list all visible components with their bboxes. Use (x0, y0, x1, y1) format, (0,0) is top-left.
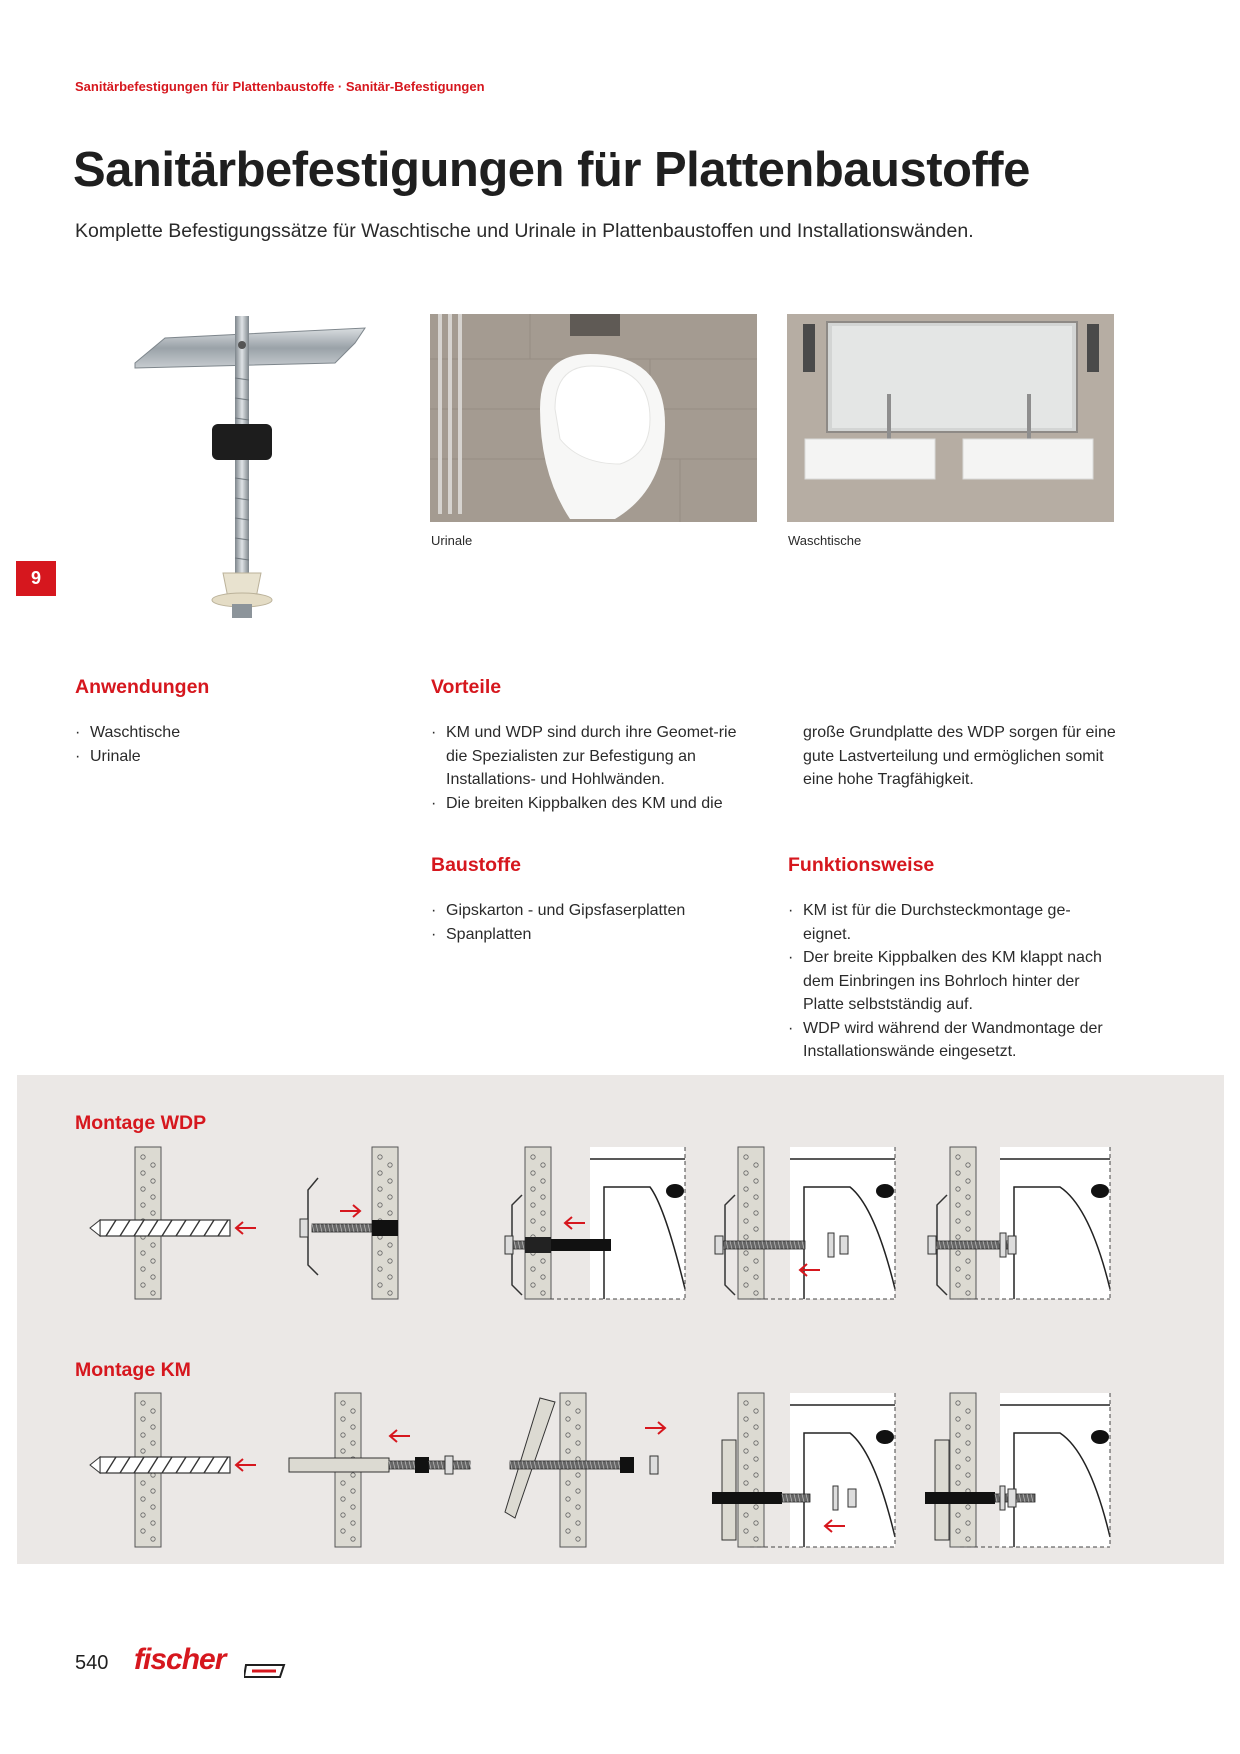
list-item: · Spanplatten (431, 923, 751, 947)
anwendungen-heading: Anwendungen (75, 676, 210, 698)
vorteile-list (431, 721, 751, 815)
washbasin-caption: Waschtische (788, 533, 862, 548)
list-item: · WDP wird während der Wandmontage der Installationswände eingesetzt. (788, 1017, 1113, 1064)
page-number: 540 (75, 1652, 109, 1674)
baustoffe-heading: Baustoffe (431, 854, 521, 876)
funktionsweise-heading: Funktionsweise (788, 854, 935, 876)
chapter-tab[interactable]: 9 (16, 561, 56, 596)
montage-wdp-heading: Montage WDP (75, 1112, 207, 1134)
urinal-caption: Urinale (431, 533, 473, 548)
list-item: · Urinale (75, 745, 375, 769)
breadcrumb: Sanitärbefestigungen für Plattenbaustoffe · Sanitär-Befestigungen (75, 79, 485, 94)
list-item: · Gipskarton - und Gipsfaserplatten (431, 899, 751, 923)
washbasin-photo (787, 314, 1114, 522)
montage-km-heading: Montage KM (75, 1359, 191, 1381)
list-item: · KM ist für die Durchsteckmontage ge-eignet. (788, 899, 1113, 946)
vorteile-continuation: große Grundplatte des WDP sorgen für eine gute Lastverteilung und ermöglichen somit eine hohe Tragfähigkeit. (803, 724, 1116, 788)
baustoffe-list (431, 899, 751, 946)
urinal-photo (430, 314, 757, 522)
brand-logo-mark (244, 1661, 286, 1681)
list-item: · Der breite Kippbalken des KM klappt nach dem Einbringen ins Bohrloch hinter der Platte selbstständig auf. (788, 946, 1113, 1017)
montage-panel (17, 1075, 1224, 1564)
product-image-anchor (110, 308, 380, 638)
funktionsweise-list (788, 899, 1113, 1064)
list-item: · Waschtische (75, 721, 375, 745)
brand-logo: fischer (134, 1643, 226, 1676)
page-title: Sanitärbefestigungen für Plattenbaustoffe (73, 143, 1030, 197)
vorteile-heading: Vorteile (431, 676, 502, 698)
list-item: · Die breiten Kippbalken des KM und die (431, 792, 751, 816)
list-item: · KM und WDP sind durch ihre Geomet-rie die Spezialisten zur Befestigung an Installations- und Hohlwänden. (431, 721, 751, 792)
anwendungen-list (75, 721, 375, 768)
page-subtitle: Komplette Befestigungssätze für Waschtische und Urinale in Plattenbaustoffen und Installationswänden. (75, 220, 974, 242)
